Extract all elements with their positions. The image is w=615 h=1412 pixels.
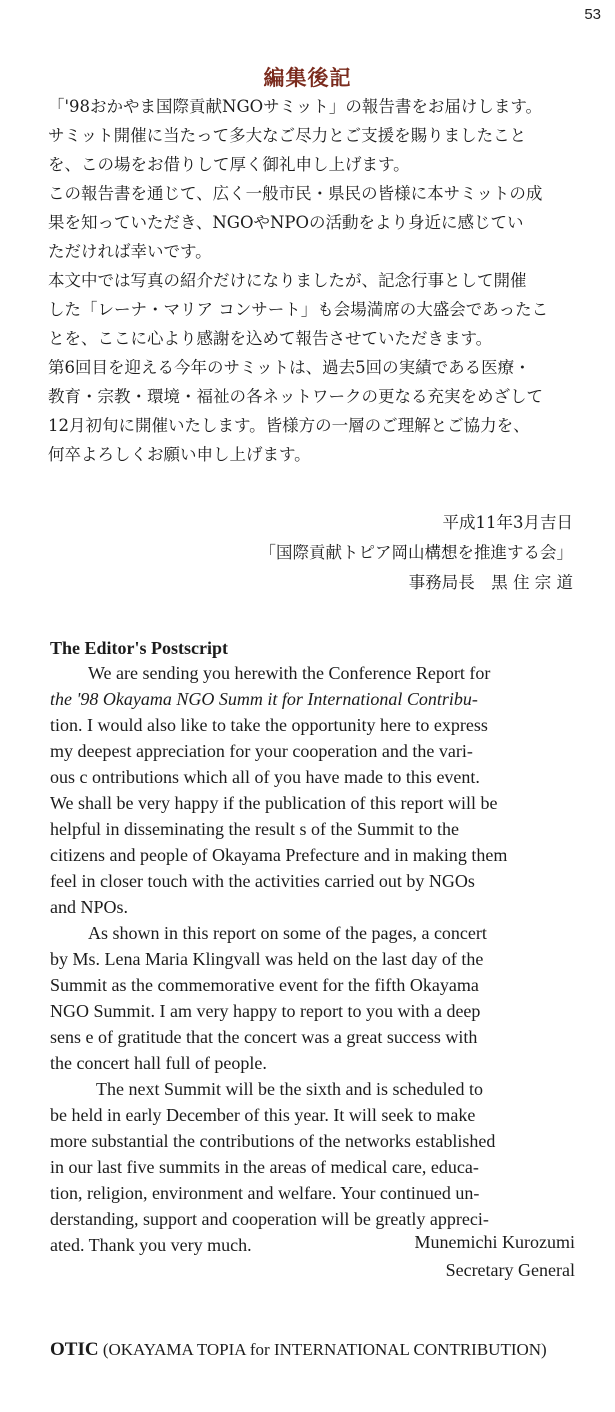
- english-line: my deepest appreciation for your cooperation and the vari-: [50, 741, 473, 761]
- japanese-line: した「レーナ・マリア コンサート」も会場満席の大盛会であったこ: [48, 300, 549, 319]
- japanese-line: 第6回目を迎える今年のサミットは、過去5回の実績である医療・: [48, 358, 531, 377]
- japanese-line: サミット開催に当たって多大なご尽力とご支援を賜りましたこと: [48, 126, 527, 145]
- english-line: ous c ontributions which all of you have made to this event.: [50, 767, 480, 787]
- english-line: by Ms. Lena Maria Klingvall was held on the last day of the: [50, 949, 484, 969]
- japanese-line: 本文中では写真の紹介だけになりましたが、記念行事として開催: [48, 271, 527, 290]
- english-line: The next Summit will be the sixth and is scheduled to: [96, 1079, 483, 1099]
- english-signature: [415, 1228, 575, 1284]
- english-line: and NPOs.: [50, 897, 129, 917]
- english-line: NGO Summit. I am very happy to report to you with a deep: [50, 1001, 481, 1021]
- japanese-line: を、この場をお借りして厚く御礼申し上げます。: [48, 155, 410, 174]
- english-line: more substantial the contributions of the networks established: [50, 1131, 496, 1151]
- japanese-line: とを、ここに心より感謝を込めて報告させていただきます。: [48, 329, 493, 348]
- japanese-signature: [260, 508, 574, 598]
- english-signatory-title: Secretary General: [445, 1260, 575, 1280]
- english-line: citizens and people of Okayama Prefecture and in making them: [50, 845, 508, 865]
- organization-full-name: (OKAYAMA TOPIA for INTERNATIONAL CONTRIBUTION): [102, 1340, 547, 1359]
- english-line: be held in early December of this year. It will seek to make: [50, 1105, 476, 1125]
- english-line: in our last five summits in the areas of medical care, educa-: [50, 1157, 479, 1177]
- page-number: 53: [584, 6, 601, 23]
- japanese-date: 平成11年3月吉日: [442, 513, 573, 532]
- japanese-line: 果を知っていただき、NGOやNPOの活動をより身近に感じてい: [48, 213, 524, 232]
- japanese-line: 12月初旬に開催いたします。皆様方の一層のご理解とご協力を、: [48, 416, 530, 435]
- japanese-signatory: 事務局長 黒 住 宗 道: [408, 573, 573, 592]
- english-line: sens e of gratitude that the concert was a great success with: [50, 1027, 478, 1047]
- japanese-title: 編集後記: [263, 66, 352, 90]
- japanese-organization: 「国際貢献トピア岡山構想を推進する会」: [259, 543, 573, 562]
- english-line: We are sending you herewith the Conference Report for: [88, 663, 491, 683]
- japanese-line: この報告書を通じて、広く一般市民・県民の皆様に本サミットの成: [48, 184, 543, 203]
- organization-line: [50, 1339, 580, 1361]
- english-line: derstanding, support and cooperation will be greatly appreci-: [50, 1209, 489, 1229]
- japanese-line: 「'98おかやま国際貢献NGOサミット」の報告書をお届けします。: [48, 97, 543, 116]
- english-title: The Editor's Postscript: [50, 638, 228, 658]
- english-line: helpful in disseminating the result s of the Summit to the: [50, 819, 459, 839]
- english-line: We shall be very happy if the publication of this report will be: [50, 793, 498, 813]
- english-line: ated. Thank you very much.: [50, 1235, 252, 1255]
- english-line: the concert hall full of people.: [50, 1053, 267, 1073]
- japanese-line: 教育・宗教・環境・福祉の各ネットワークの更なる充実をめざして: [48, 387, 543, 406]
- organization-acronym: OTIC: [50, 1339, 99, 1360]
- english-line: the '98 Okayama NGO Summ it for International Contribu-: [50, 689, 478, 709]
- english-line: As shown in this report on some of the pages, a concert: [88, 923, 487, 943]
- english-body: [50, 660, 576, 1258]
- japanese-body: [48, 92, 578, 469]
- english-line: tion. I would also like to take the opportunity here to express: [50, 715, 488, 735]
- english-line: Summit as the commemorative event for the fifth Okayama: [50, 975, 479, 995]
- english-signatory-name: Munemichi Kurozumi: [414, 1232, 575, 1252]
- english-line: feel in closer touch with the activities carried out by NGOs: [50, 871, 475, 891]
- japanese-line: 何卒よろしくお願い申し上げます。: [48, 445, 311, 464]
- english-line: tion, religion, environment and welfare. Your continued un-: [50, 1183, 480, 1203]
- japanese-line: ただければ幸いです。: [48, 242, 212, 261]
